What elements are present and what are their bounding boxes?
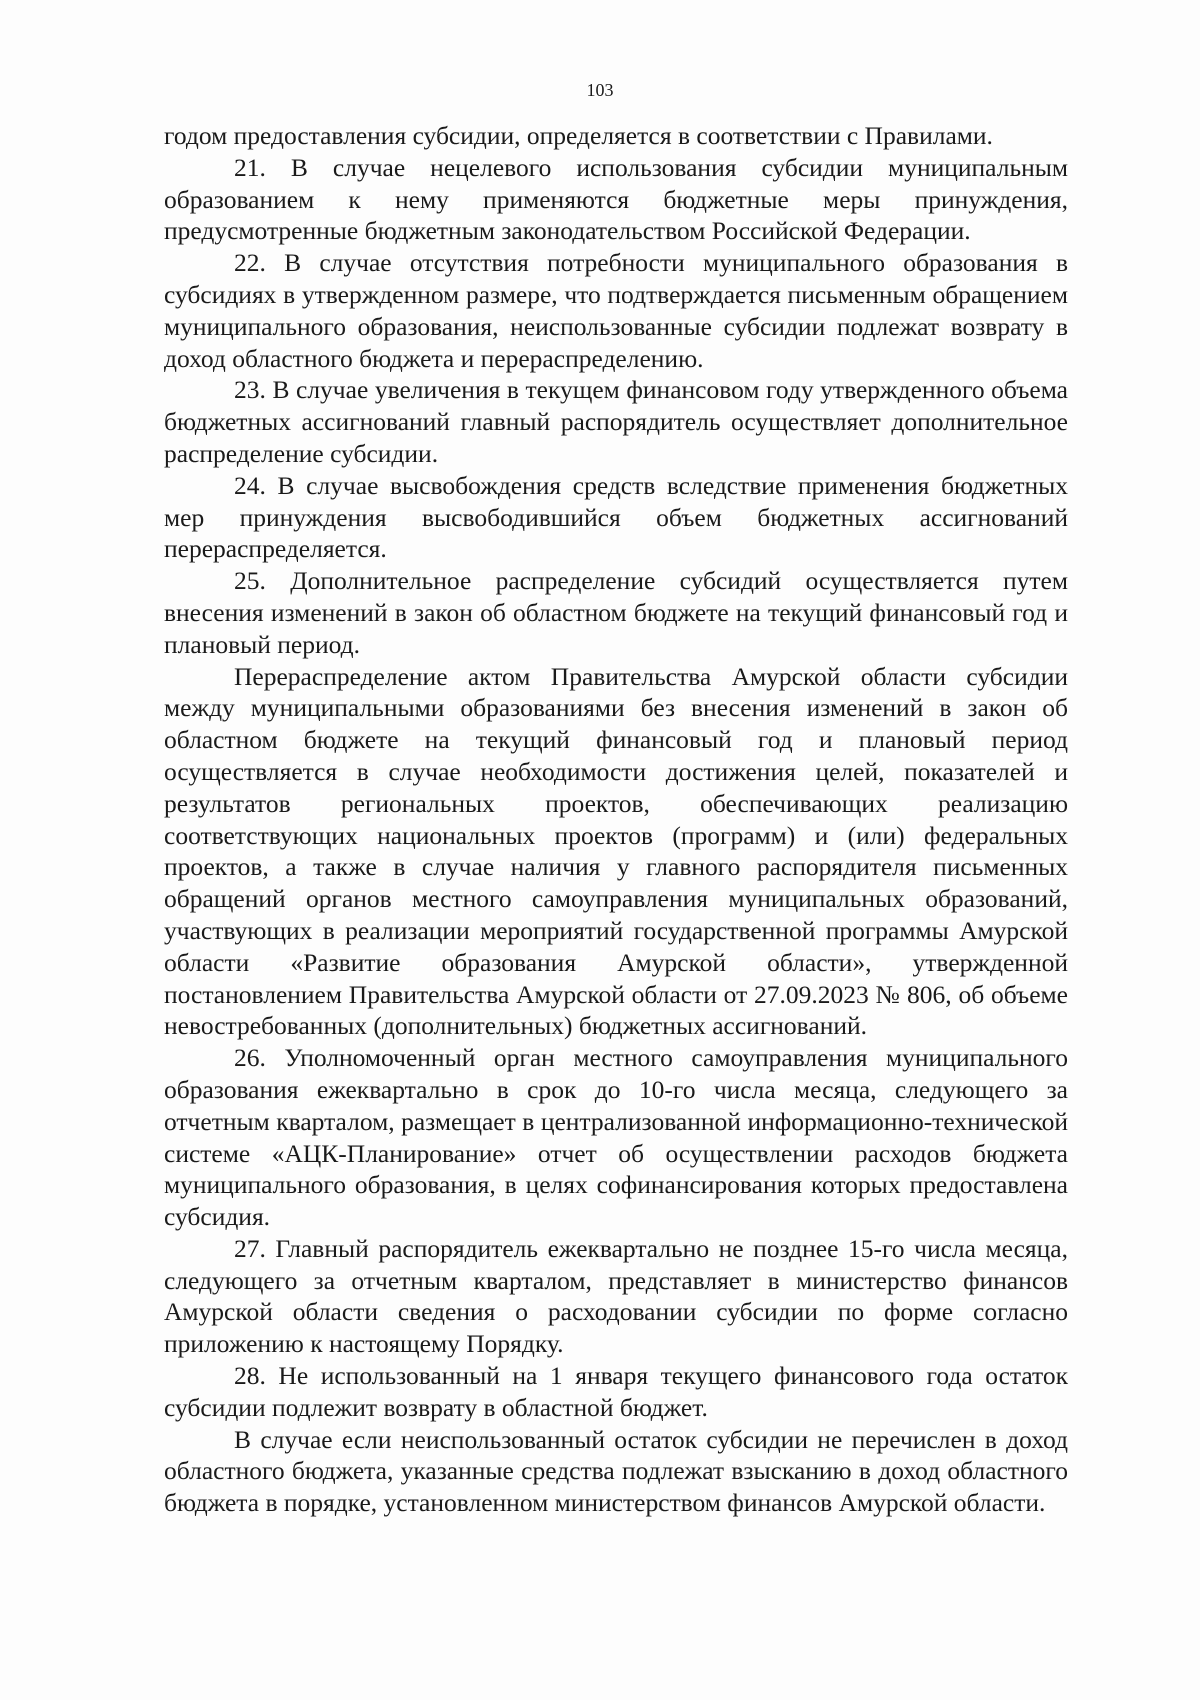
paragraph-continuation: годом предоставления субсидии, определяется в соответствии с Правилами. [164,121,993,150]
paragraph-21: 21. В случае нецелевого использования субсидии муниципальным образованием к нему применяются бюджетные меры принуждения, предусмотренные бюджетным законодательством Российской Федерации. [164,152,1068,246]
paragraph-27: 27. Главный распорядитель ежеквартально не позднее 15-го числа месяца, следующего за отчетным кварталом, представляет в министерство финансов Амурской области сведения о расходовании субсидии по форме согласно приложению к настоящему Порядку. [164,1233,1068,1359]
paragraph-26: 26. Уполномоченный орган местного самоуправления муниципального образования ежеквартально в срок до 10-го числа месяца, следующего за отчетным кварталом, размещает в централизованной информационно-технической системе «АЦК-Планирование» отчет об осуществлении расходов бюджета муниципального образования, в целях софинансирования которых предоставлена субсидия. [164,1043,1068,1232]
document-body [164,120,1068,1519]
page-number: 103 [586,80,614,100]
paragraph-22: 22. В случае отсутствия потребности муниципального образования в субсидиях в утвержденном размере, что подтверждается письменным обращением муниципального образования, неиспользованные субсидии подлежат возврату в доход областного бюджета и перераспределению. [164,248,1068,373]
paragraph-25: 25. Дополнительное распределение субсидий осуществляется путем внесения изменений в закон об областном бюджете на текущий финансовый год и плановый период. [164,566,1068,659]
paragraph-28: 28. Не использованный на 1 января текущего финансового года остаток субсидии подлежит возврату в областной бюджет. [164,1361,1068,1422]
paragraph-23: 23. В случае увеличения в текущем финансовом году утвержденного объема бюджетных ассигнований главный распорядитель осуществляет дополнительное распределение субсидии. [164,375,1068,468]
paragraph-28-recovery: В случае если неиспользованный остаток субсидии не перечислен в доход областного бюджета, указанные средства подлежат взысканию в доход областного бюджета в порядке, установленном министерством финансов Амурской области. [164,1424,1068,1518]
paragraph-24: 24. В случае высвобождения средств вследствие применения бюджетных мер принуждения высвободившийся объем бюджетных ассигнований перераспределяется. [164,470,1068,564]
paragraph-25-redistribution: Перераспределение актом Правительства Амурской области субсидии между муниципальными образованиями без внесения изменений в закон об областном бюджете на текущий финансовый год и плановый период осуществляется в случае необходимости достижения целей, показателей и результатов региональных проектов, обеспечивающих реализацию соответствующих национальных проектов (программ) и (или) федеральных проектов, а также в случае наличия у главного распорядителя письменных обращений органов местного самоуправления муниципальных образований, участвующих в реализации мероприятий государственной программы Амурской области «Развитие образования Амурской области», утвержденной постановлением Правительства Амурской области от 27.09.2023 № 806, об объеме невостребованных (дополнительных) бюджетных ассигнований. [164,661,1068,1041]
